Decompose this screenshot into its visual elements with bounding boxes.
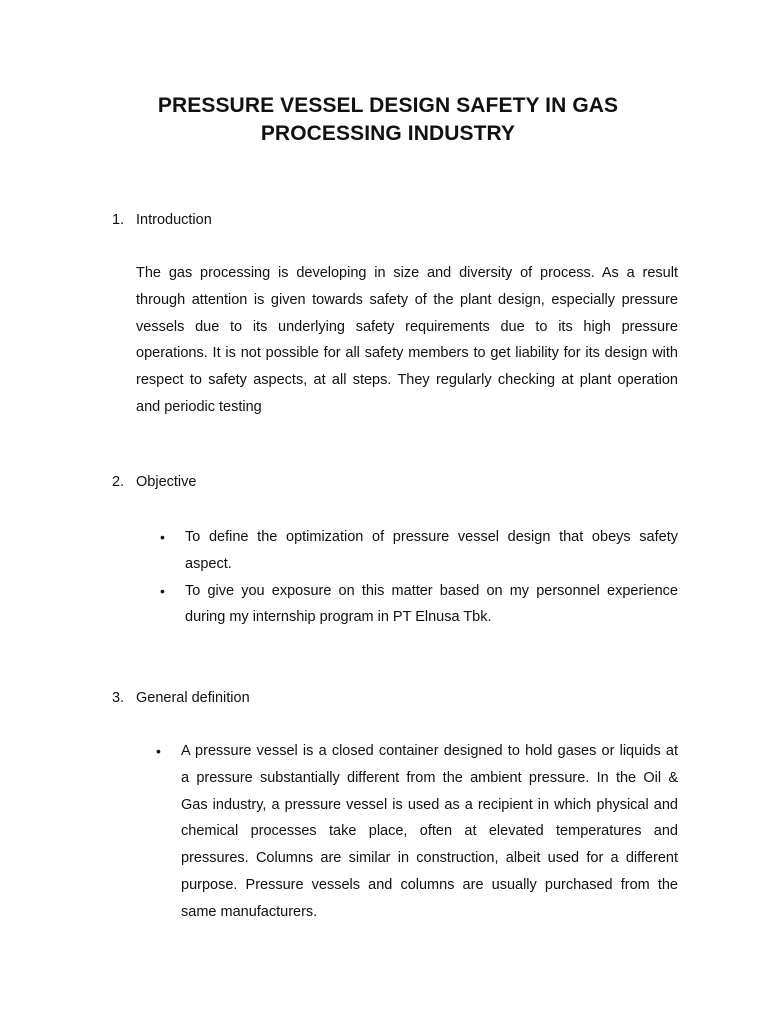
- page-title: [100, 92, 676, 148]
- list-item: [160, 524, 678, 578]
- bullet-line: a pressure substantially different from the ambient pressure. In the Oil &: [181, 769, 678, 786]
- paragraph-line: through attention is given towards safety of the plant design, especially pressure: [136, 291, 678, 308]
- bullet-line: aspect.: [185, 555, 232, 572]
- definition-bullet-list: [156, 738, 678, 926]
- section-heading-general-definition: [112, 688, 250, 708]
- section-heading-introduction: [112, 210, 212, 230]
- bullet-line: Gas industry, a pressure vessel is used as a recipient in which physical and: [181, 796, 678, 813]
- list-item: [156, 738, 678, 926]
- bullet-line: purpose. Pressure vessels and columns are usually purchased from the: [181, 876, 678, 893]
- bullet-line: pressures. Columns are similar in construction, albeit used for a different: [181, 850, 678, 867]
- section-heading-objective: [112, 472, 196, 492]
- bullet-text: [185, 524, 678, 578]
- bullet-line: To give you exposure on this matter based on my personnel experience: [185, 582, 678, 599]
- bullet-icon: •: [156, 743, 161, 759]
- objective-bullet-list: [160, 524, 678, 631]
- bullet-line: during my internship program in PT Elnusa Tbk.: [185, 609, 492, 626]
- bullet-text: [181, 738, 678, 926]
- paragraph-line: vessels due to its underlying safety requirements due to its high pressure: [136, 318, 678, 335]
- paragraph-line: The gas processing is developing in size and diversity of process. As a result: [136, 265, 678, 281]
- bullet-line: same manufacturers.: [181, 903, 318, 920]
- section-number: 2.: [112, 474, 125, 490]
- bullet-icon: •: [160, 529, 165, 545]
- title-line-2: PROCESSING INDUSTRY: [260, 122, 516, 145]
- section-number: 3.: [112, 690, 125, 706]
- section-heading-text: Objective: [136, 474, 197, 490]
- section-number: 1.: [112, 212, 125, 228]
- bullet-text: [185, 578, 678, 632]
- bullet-icon: •: [160, 582, 165, 599]
- paragraph-line: respect to safety aspects, at all steps. They regularly checking at plant operation: [136, 372, 678, 389]
- section-heading-text: Introduction: [136, 212, 212, 228]
- bullet-line: chemical processes take place, often at elevated temperatures and: [181, 823, 678, 840]
- list-item: [160, 578, 678, 632]
- section-heading-text: General definition: [136, 690, 250, 706]
- title-line-1: PRESSURE VESSEL DESIGN SAFETY IN GAS: [157, 94, 619, 117]
- introduction-paragraph: [136, 260, 678, 421]
- bullet-line: A pressure vessel is a closed container designed to hold gases or liquids at: [181, 743, 678, 759]
- paragraph-line: operations. It is not possible for all safety members to get liability for its design with: [136, 345, 678, 362]
- bullet-line: To define the optimization of pressure vessel design that obeys safety: [185, 529, 678, 545]
- paragraph-line: and periodic testing: [136, 398, 262, 415]
